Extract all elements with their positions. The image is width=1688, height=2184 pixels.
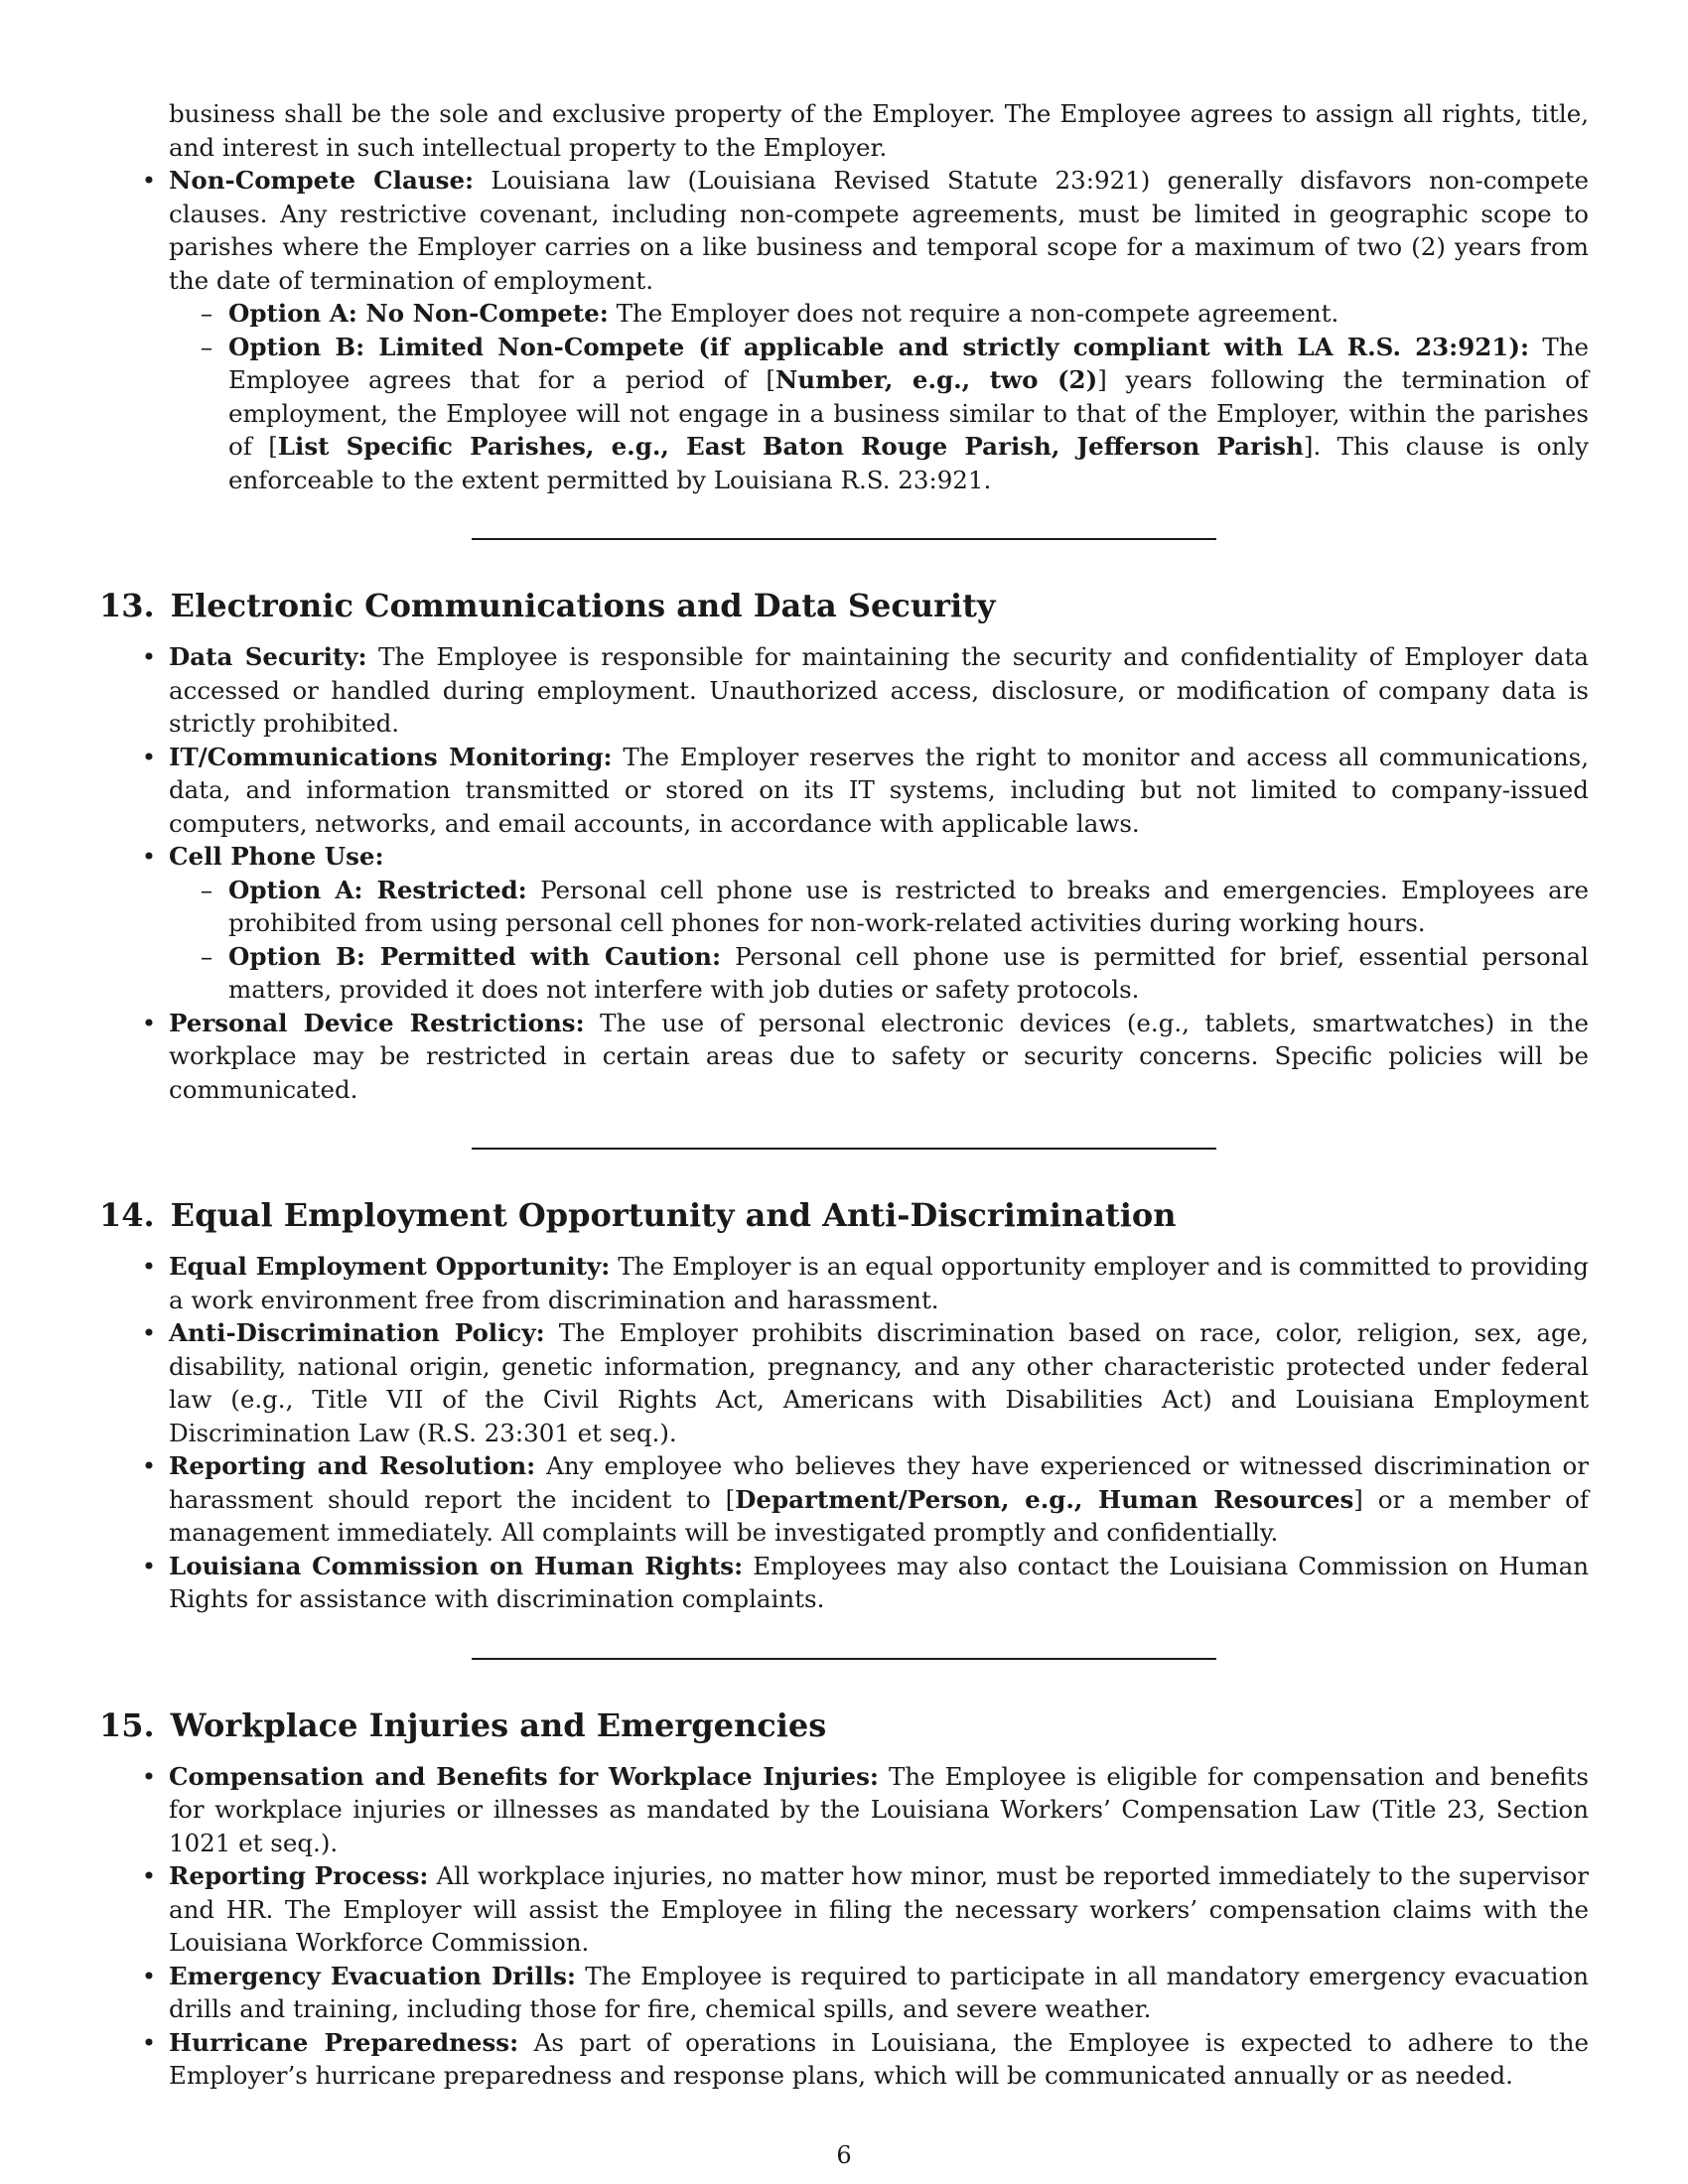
item-label: Non-Compete Clause: [169, 166, 475, 195]
item-text: The Employee is responsible for maintaining the security and confidentiality of Employer data accessed or handled during employment. Unauthorized access, disclosure, or modification of company data is strictly prohibited. [169, 642, 1589, 738]
item-label: IT/Communications Monitoring: [169, 742, 613, 771]
section-divider [472, 1148, 1216, 1150]
item-text: As part of operations in Louisiana, the Employee is expected to adhere to the Employer’s hurricane preparedness and response plans, which will be communicated annually or as needed. [169, 2027, 1589, 2090]
item-label: Reporting Process: [169, 1861, 429, 1890]
option-text: ]. This clause is only enforceable to the extent permitted by Louisiana R.S. 23:921. [228, 432, 1589, 494]
option-list [169, 874, 1589, 1007]
option-label: Option B: Permitted with Caution: [228, 941, 722, 971]
placeholder-text: Department/Person, e.g., Human Resources [735, 1484, 1354, 1514]
item-text: All workplace injuries, no matter how minor, must be reported immediately to the supervisor and HR. The Employer will assist the Employee in filing the necessary workers’ compensation claims with the Louisiana Workforce Commission. [169, 1861, 1590, 1957]
option-label: Option A: No Non-Compete: [228, 299, 609, 328]
continuation-paragraph: business shall be the sole and exclusive property of the Employer. The Employee agrees to assign all rights, title, and interest in such intellectual property to the Employer. [169, 99, 1589, 162]
item-text: Louisiana law (Louisiana Revised Statute 23:921) generally disfavors non-compete clauses. Any restrictive covenant, including non-compete agreements, must be limited in geographic scope to parishes where the Employer carries on a like business and temporal scope for a maximum of two (2) years from the date of termination of employment. [169, 166, 1589, 295]
item-text: The Employee is eligible for compensation and benefits for workplace injuries or illnesses as mandated by the Louisiana Workers’ Compensation Law (Title 23, Section 1021 et seq.). [169, 1761, 1590, 1857]
list-item [99, 1859, 1589, 1960]
option-text: Personal cell phone use is restricted to breaks and emergencies. Employees are prohibited from using personal cell phones for non-work-related activities during working hours. [228, 875, 1589, 937]
list-item [99, 1760, 1589, 1860]
bullet-icon: • [141, 2027, 157, 2057]
section-heading-13 [99, 586, 1589, 625]
bullet-icon: • [141, 1318, 157, 1347]
list-item [99, 2026, 1589, 2093]
bullet-icon: • [141, 1861, 157, 1890]
list-item [99, 640, 1589, 741]
section-divider [472, 1658, 1216, 1660]
option-label: Option A: Restricted: [228, 875, 527, 904]
placeholder-text: List Specific Parishes, e.g., East Baton Rouge Parish, Jefferson Parish [277, 432, 1304, 461]
item-text: The Employer is an equal opportunity employer and is committed to providing a work environment free from discrimination and harassment. [169, 1252, 1589, 1314]
option-list [169, 297, 1589, 496]
item-label: Louisiana Commission on Human Rights: [169, 1551, 744, 1580]
list-item [99, 1316, 1589, 1449]
item-text: Any employee who believes they have experienced or witnessed discrimination or harassment should report the incident to [ [169, 1451, 1589, 1514]
option-label: Option B: Limited Non-Compete (if applicable and strictly compliant with LA R.S. 23:921): [228, 332, 1529, 361]
item-label: Compensation and Benefits for Workplace Injuries: [169, 1761, 879, 1791]
bullet-icon: • [141, 1008, 157, 1037]
section-15-list [99, 1760, 1589, 2093]
dash-icon: – [200, 299, 213, 328]
non-compete-list [99, 164, 1589, 496]
list-item [99, 741, 1589, 841]
item-label: Emergency Evacuation Drills: [169, 1961, 576, 1990]
option-item-a [169, 874, 1589, 940]
document-page [99, 97, 1589, 2093]
section-13-list [99, 640, 1589, 1106]
item-label: Hurricane Preparedness: [169, 2027, 519, 2057]
section-heading-14 [99, 1195, 1589, 1235]
section-divider [472, 538, 1216, 540]
item-label: Personal Device Restrictions: [169, 1008, 585, 1037]
option-item-b [169, 940, 1589, 1007]
dash-icon: – [200, 941, 213, 971]
dash-icon: – [200, 875, 213, 904]
item-text: The use of personal electronic devices (e.g., tablets, smartwatches) in the workplace may be restricted in certain areas due to safety or security concerns. Specific policies will be communicated. [169, 1008, 1589, 1104]
bullet-icon: • [141, 742, 157, 771]
item-label: Cell Phone Use: [169, 842, 384, 871]
item-text: The Employer reserves the right to monitor and access all communications, data, and information transmitted or stored on its IT systems, including but not limited to company-issued computers, networks, and email accounts, in accordance with applicable laws. [169, 742, 1589, 838]
bullet-icon: • [141, 1551, 157, 1580]
dash-icon: – [200, 332, 213, 361]
option-text: ] years following the termination of employment, the Employee will not engage in a business similar to that of the Employer, within the parishes of [ [228, 365, 1589, 461]
option-item-b [169, 331, 1589, 497]
bullet-icon: • [141, 1961, 157, 1990]
item-text: Employees may also contact the Louisiana Commission on Human Rights for assistance with discrimination complaints. [169, 1551, 1589, 1613]
option-text: The Employee agrees that for a period of [ [228, 332, 1589, 394]
section-number: 15. [99, 1706, 155, 1744]
section-title: Equal Employment Opportunity and Anti-Discrimination [170, 1196, 1177, 1234]
section-title: Electronic Communications and Data Security [170, 587, 996, 624]
item-label: Reporting and Resolution: [169, 1451, 536, 1480]
list-item-non-compete [99, 164, 1589, 496]
item-text: The Employee is required to participate in all mandatory emergency evacuation drills and training, including those for fire, chemical spills, and severe weather. [169, 1961, 1589, 2023]
option-text: The Employer does not require a non-compete agreement. [608, 299, 1339, 328]
bullet-icon: • [141, 842, 157, 871]
section-number: 14. [99, 1196, 155, 1234]
bullet-icon: • [141, 1761, 157, 1791]
item-label: Anti-Discrimination Policy: [169, 1318, 545, 1347]
bullet-icon: • [141, 642, 157, 671]
bullet-icon: • [141, 1451, 157, 1480]
list-item [99, 1550, 1589, 1616]
section-title: Workplace Injuries and Emergencies [170, 1706, 827, 1744]
section-heading-15 [99, 1706, 1589, 1745]
list-item [99, 1250, 1589, 1316]
bullet-icon: • [141, 1252, 157, 1281]
item-text: ] or a member of management immediately. All complaints will be investigated promptly and confidentially. [169, 1484, 1589, 1547]
option-item-a [169, 297, 1589, 331]
placeholder-text: Number, e.g., two (2) [774, 365, 1098, 394]
item-label: Equal Employment Opportunity: [169, 1252, 611, 1281]
list-item [99, 1960, 1589, 2026]
list-item [99, 1449, 1589, 1550]
bullet-icon: • [141, 166, 157, 195]
item-text: The Employer prohibits discrimination based on race, color, religion, sex, age, disability, national origin, genetic information, pregnancy, and any other characteristic protected under federal law (e.g., Title VII of the Civil Rights Act, Americans with Disabilities Act) and Louisiana Employment Discrimination Law (R.S. 23:301 et seq.). [169, 1318, 1589, 1447]
page-number: 6 [836, 2141, 852, 2169]
section-14-list [99, 1250, 1589, 1616]
list-item [99, 1007, 1589, 1107]
item-label: Data Security: [169, 642, 367, 671]
section-number: 13. [99, 587, 155, 624]
list-item [99, 840, 1589, 1007]
option-text: Personal cell phone use is permitted for brief, essential personal matters, provided it does not interfere with job duties or safety protocols. [228, 941, 1589, 1004]
